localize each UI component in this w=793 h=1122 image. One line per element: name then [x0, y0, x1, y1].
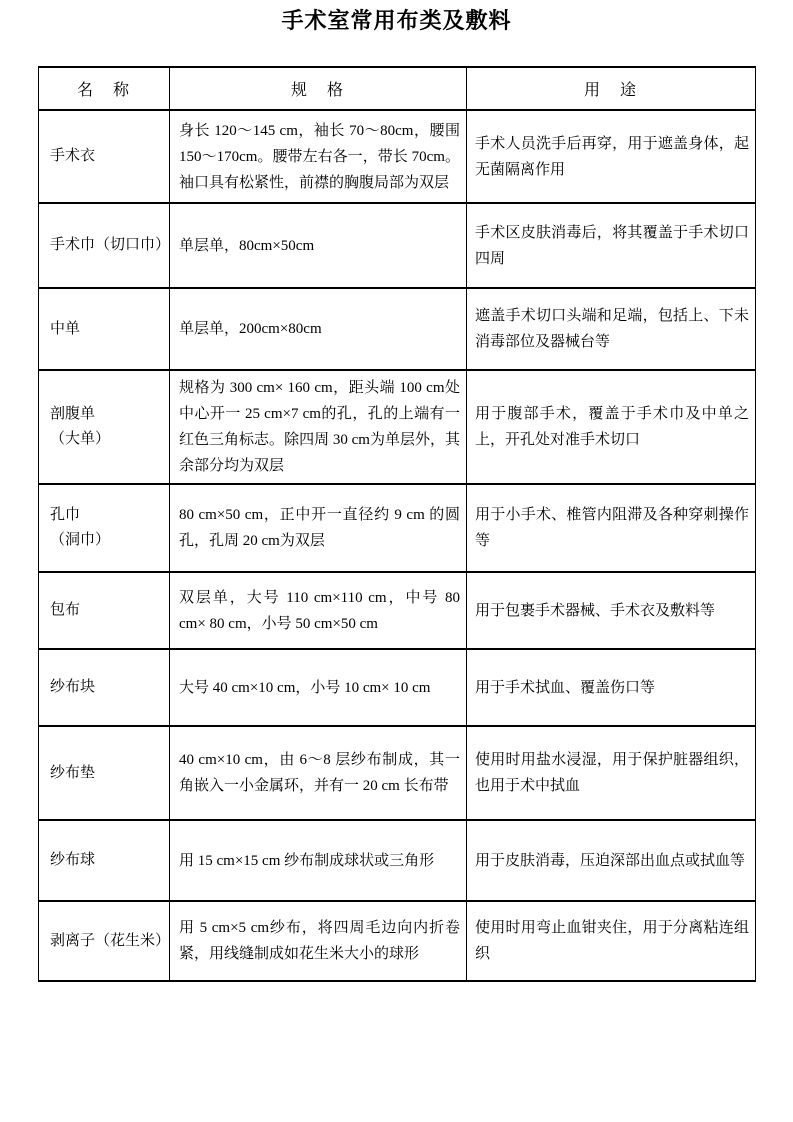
item-name-cell	[39, 370, 170, 484]
table-row	[39, 649, 756, 726]
column-header-usage: 用 途	[467, 67, 756, 110]
item-name-cell	[39, 288, 170, 370]
item-spec-cell: 双层单，大号 110 cm×110 cm，中号 80 cm× 80 cm，小号 50 cm×50 cm	[170, 572, 467, 649]
item-spec-cell: 单层单，200cm×80cm	[170, 288, 467, 370]
item-name-cell	[39, 726, 170, 820]
item-spec-cell: 80 cm×50 cm，正中开一直径约 9 cm 的圆孔，孔周 20 cm为双层	[170, 484, 467, 572]
item-name-cell	[39, 901, 170, 981]
supplies-table	[38, 66, 756, 982]
item-spec-cell: 40 cm×10 cm，由 6～8 层纱布制成，其一角嵌入一小金属环，并有一 20 cm 长布带	[170, 726, 467, 820]
item-name-cell	[39, 203, 170, 288]
table-row	[39, 484, 756, 572]
item-name-cell	[39, 649, 170, 726]
item-name-line: 中单	[50, 320, 81, 337]
item-spec-cell: 单层单，80cm×50cm	[170, 203, 467, 288]
item-usage-cell: 使用时用弯止血钳夹住，用于分离粘连组织	[467, 901, 756, 981]
table-row	[39, 820, 756, 901]
item-spec-cell: 用 5 cm×5 cm纱布，将四周毛边向内折卷紧，用线缝制成如花生米大小的球形	[170, 901, 467, 981]
item-name-cell	[39, 572, 170, 649]
item-spec-cell: 用 15 cm×15 cm 纱布制成球状或三角形	[170, 820, 467, 901]
table-body	[39, 110, 756, 981]
item-name-cell	[39, 110, 170, 203]
page-title: 手术室常用布类及敷料	[281, 8, 512, 33]
table-header	[39, 67, 756, 110]
table-row	[39, 110, 756, 203]
item-name-line: （洞巾）	[50, 532, 111, 548]
table-row	[39, 370, 756, 484]
item-name-line: 剥离子（花生米）	[50, 932, 171, 949]
table-row	[39, 288, 756, 370]
table-row	[39, 901, 756, 981]
item-name-cell	[39, 820, 170, 901]
item-usage-cell: 遮盖手术切口头端和足端，包括上、下未消毒部位及器械台等	[467, 288, 756, 370]
item-spec-cell: 大号 40 cm×10 cm，小号 10 cm× 10 cm	[170, 649, 467, 726]
table-row	[39, 203, 756, 288]
column-header-spec: 规 格	[170, 67, 467, 110]
item-name-line: 纱布块	[50, 679, 96, 695]
item-name-line: 剖腹单	[50, 406, 96, 422]
item-usage-cell: 用于手术拭血、覆盖伤口等	[467, 649, 756, 726]
item-name-cell	[39, 484, 170, 572]
item-name-line: 孔巾	[50, 507, 81, 523]
table-row	[39, 572, 756, 649]
header-row	[39, 67, 756, 110]
item-name-line: 手术衣	[50, 148, 96, 164]
item-name-line: 手术巾（切口巾）	[50, 237, 171, 253]
item-name-line: （大单）	[50, 431, 111, 447]
item-name-line: 纱布球	[50, 852, 96, 868]
item-usage-cell: 用于皮肤消毒，压迫深部出血点或拭血等	[467, 820, 756, 901]
item-usage-cell: 用于包裹手术器械、手术衣及敷料等	[467, 572, 756, 649]
item-usage-cell: 用于腹部手术，覆盖于手术巾及中单之上，开孔处对准手术切口	[467, 370, 756, 484]
item-usage-cell: 用于小手术、椎管内阻滞及各种穿刺操作等	[467, 484, 756, 572]
item-usage-cell: 手术人员洗手后再穿，用于遮盖身体，起无菌隔离作用	[467, 110, 756, 203]
column-header-name: 名 称	[39, 67, 170, 110]
table-row	[39, 726, 756, 820]
item-name-line: 纱布垫	[50, 764, 96, 781]
item-spec-cell: 身长 120～145 cm，袖长 70～80cm，腰围 150～170cm。腰带左右各一，带长 70cm。袖口具有松紧性，前襟的胸腹局部为双层	[170, 110, 467, 203]
item-usage-cell: 手术区皮肤消毒后，将其覆盖于手术切口四周	[467, 203, 756, 288]
item-usage-cell: 使用时用盐水浸湿，用于保护脏器组织，也用于术中拭血	[467, 726, 756, 820]
item-spec-cell: 规格为 300 cm× 160 cm，距头端 100 cm处中心开一 25 cm×7 cm的孔，孔的上端有一红色三角标志。除四周 30 cm为单层外，其余部分均为双层	[170, 370, 467, 484]
item-name-line: 包布	[50, 602, 81, 618]
